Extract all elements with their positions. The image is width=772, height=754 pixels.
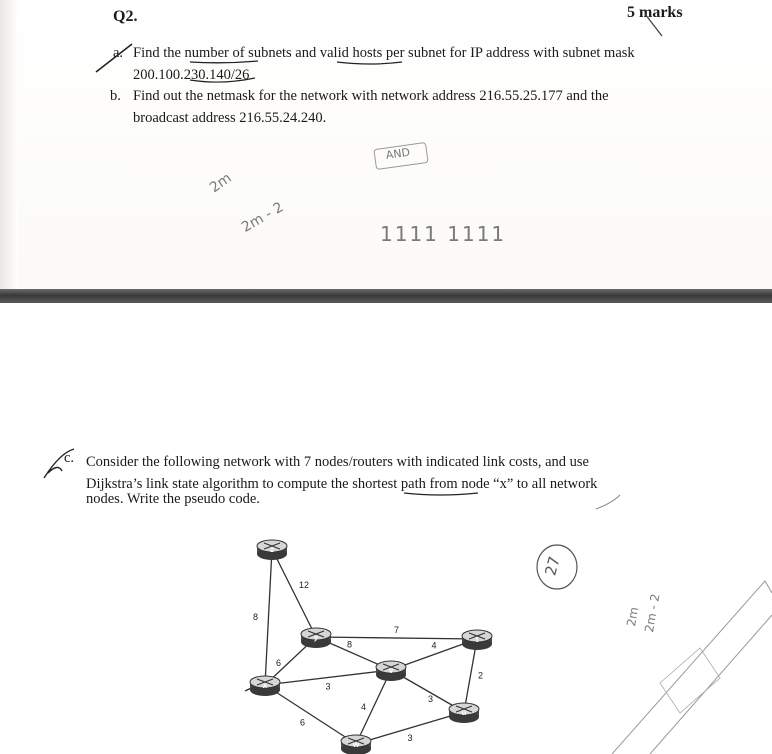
edge-x-w	[265, 685, 356, 744]
router-node-v	[376, 661, 406, 681]
question-number: Q2.	[113, 8, 138, 25]
router-label-u: u	[461, 708, 467, 717]
part-b-line-2: broadcast address 216.55.24.240.	[133, 110, 327, 126]
router-label-z: z	[270, 545, 274, 554]
part-c-label: c.	[64, 450, 75, 466]
edge-t-u	[464, 639, 477, 712]
two-m-note: 2m	[207, 170, 235, 197]
edge-cost-y-x: 6	[275, 658, 282, 668]
part-c-line-2: Dijkstra’s link state algorithm to compute the shortest path from node “x” to all network	[86, 476, 598, 492]
edge-y-t	[316, 637, 477, 639]
router-node-w	[341, 735, 371, 754]
router-node-u	[449, 703, 479, 723]
two-m-minus-two-note: 2m - 2	[239, 199, 287, 236]
part-a-line-2: 200.100.230.140/26	[133, 67, 250, 83]
page-lower	[0, 303, 772, 754]
edge-z-x	[265, 549, 272, 685]
part-a-line-1: Find the number of subnets and valid hosts per subnet for IP address with subnet mask	[133, 45, 635, 61]
router-node-z	[257, 540, 287, 560]
edge-cost-w-u: 3	[407, 733, 413, 743]
tally-note: 1111 1111	[380, 222, 507, 246]
part-a-label: a.	[113, 45, 124, 61]
right-note-2m: 2m	[624, 605, 642, 628]
router-node-y	[301, 628, 331, 648]
part-c-line-3: nodes. Write the pseudo code.	[86, 491, 260, 507]
router-label-y: y	[313, 633, 319, 642]
edge-cost-t-u: 2	[477, 670, 484, 681]
edge-cost-y-v: 8	[346, 639, 353, 650]
part-b-label: b.	[110, 88, 121, 104]
edge-cost-v-w: 4	[360, 702, 367, 712]
router-label-v: v	[388, 666, 394, 675]
question-marks: 5 marks	[627, 4, 683, 21]
and-note: AND	[385, 145, 411, 162]
edge-cost-v-t: 4	[431, 640, 437, 651]
router-label-t: t	[475, 635, 479, 644]
part-c-line-1: Consider the following network with 7 nodes/routers with indicated link costs, and use	[86, 454, 589, 470]
edge-cost-v-u: 3	[427, 694, 434, 704]
part-b-line-1: Find out the netmask for the network with network address 216.55.25.177 and the	[133, 88, 609, 104]
circled-note: 27	[541, 554, 564, 578]
router-node-t	[462, 630, 492, 650]
page-divider	[0, 289, 772, 303]
edge-cost-x-w: 6	[299, 717, 306, 728]
page-upper	[0, 0, 772, 290]
pen-annotations-upper	[0, 0, 772, 290]
edge-cost-y-t: 7	[393, 625, 400, 635]
router-label-x: x	[262, 681, 268, 690]
edge-z-y	[272, 549, 316, 637]
network-diagram	[240, 534, 600, 754]
edge-cost-x-v: 3	[325, 681, 331, 692]
right-note-2m-2: 2m - 2	[642, 592, 663, 634]
router-label-w: w	[352, 740, 360, 749]
router-node-x	[250, 676, 280, 696]
edge-cost-z-x: 8	[252, 612, 259, 622]
edge-cost-z-y: 12	[298, 580, 310, 590]
